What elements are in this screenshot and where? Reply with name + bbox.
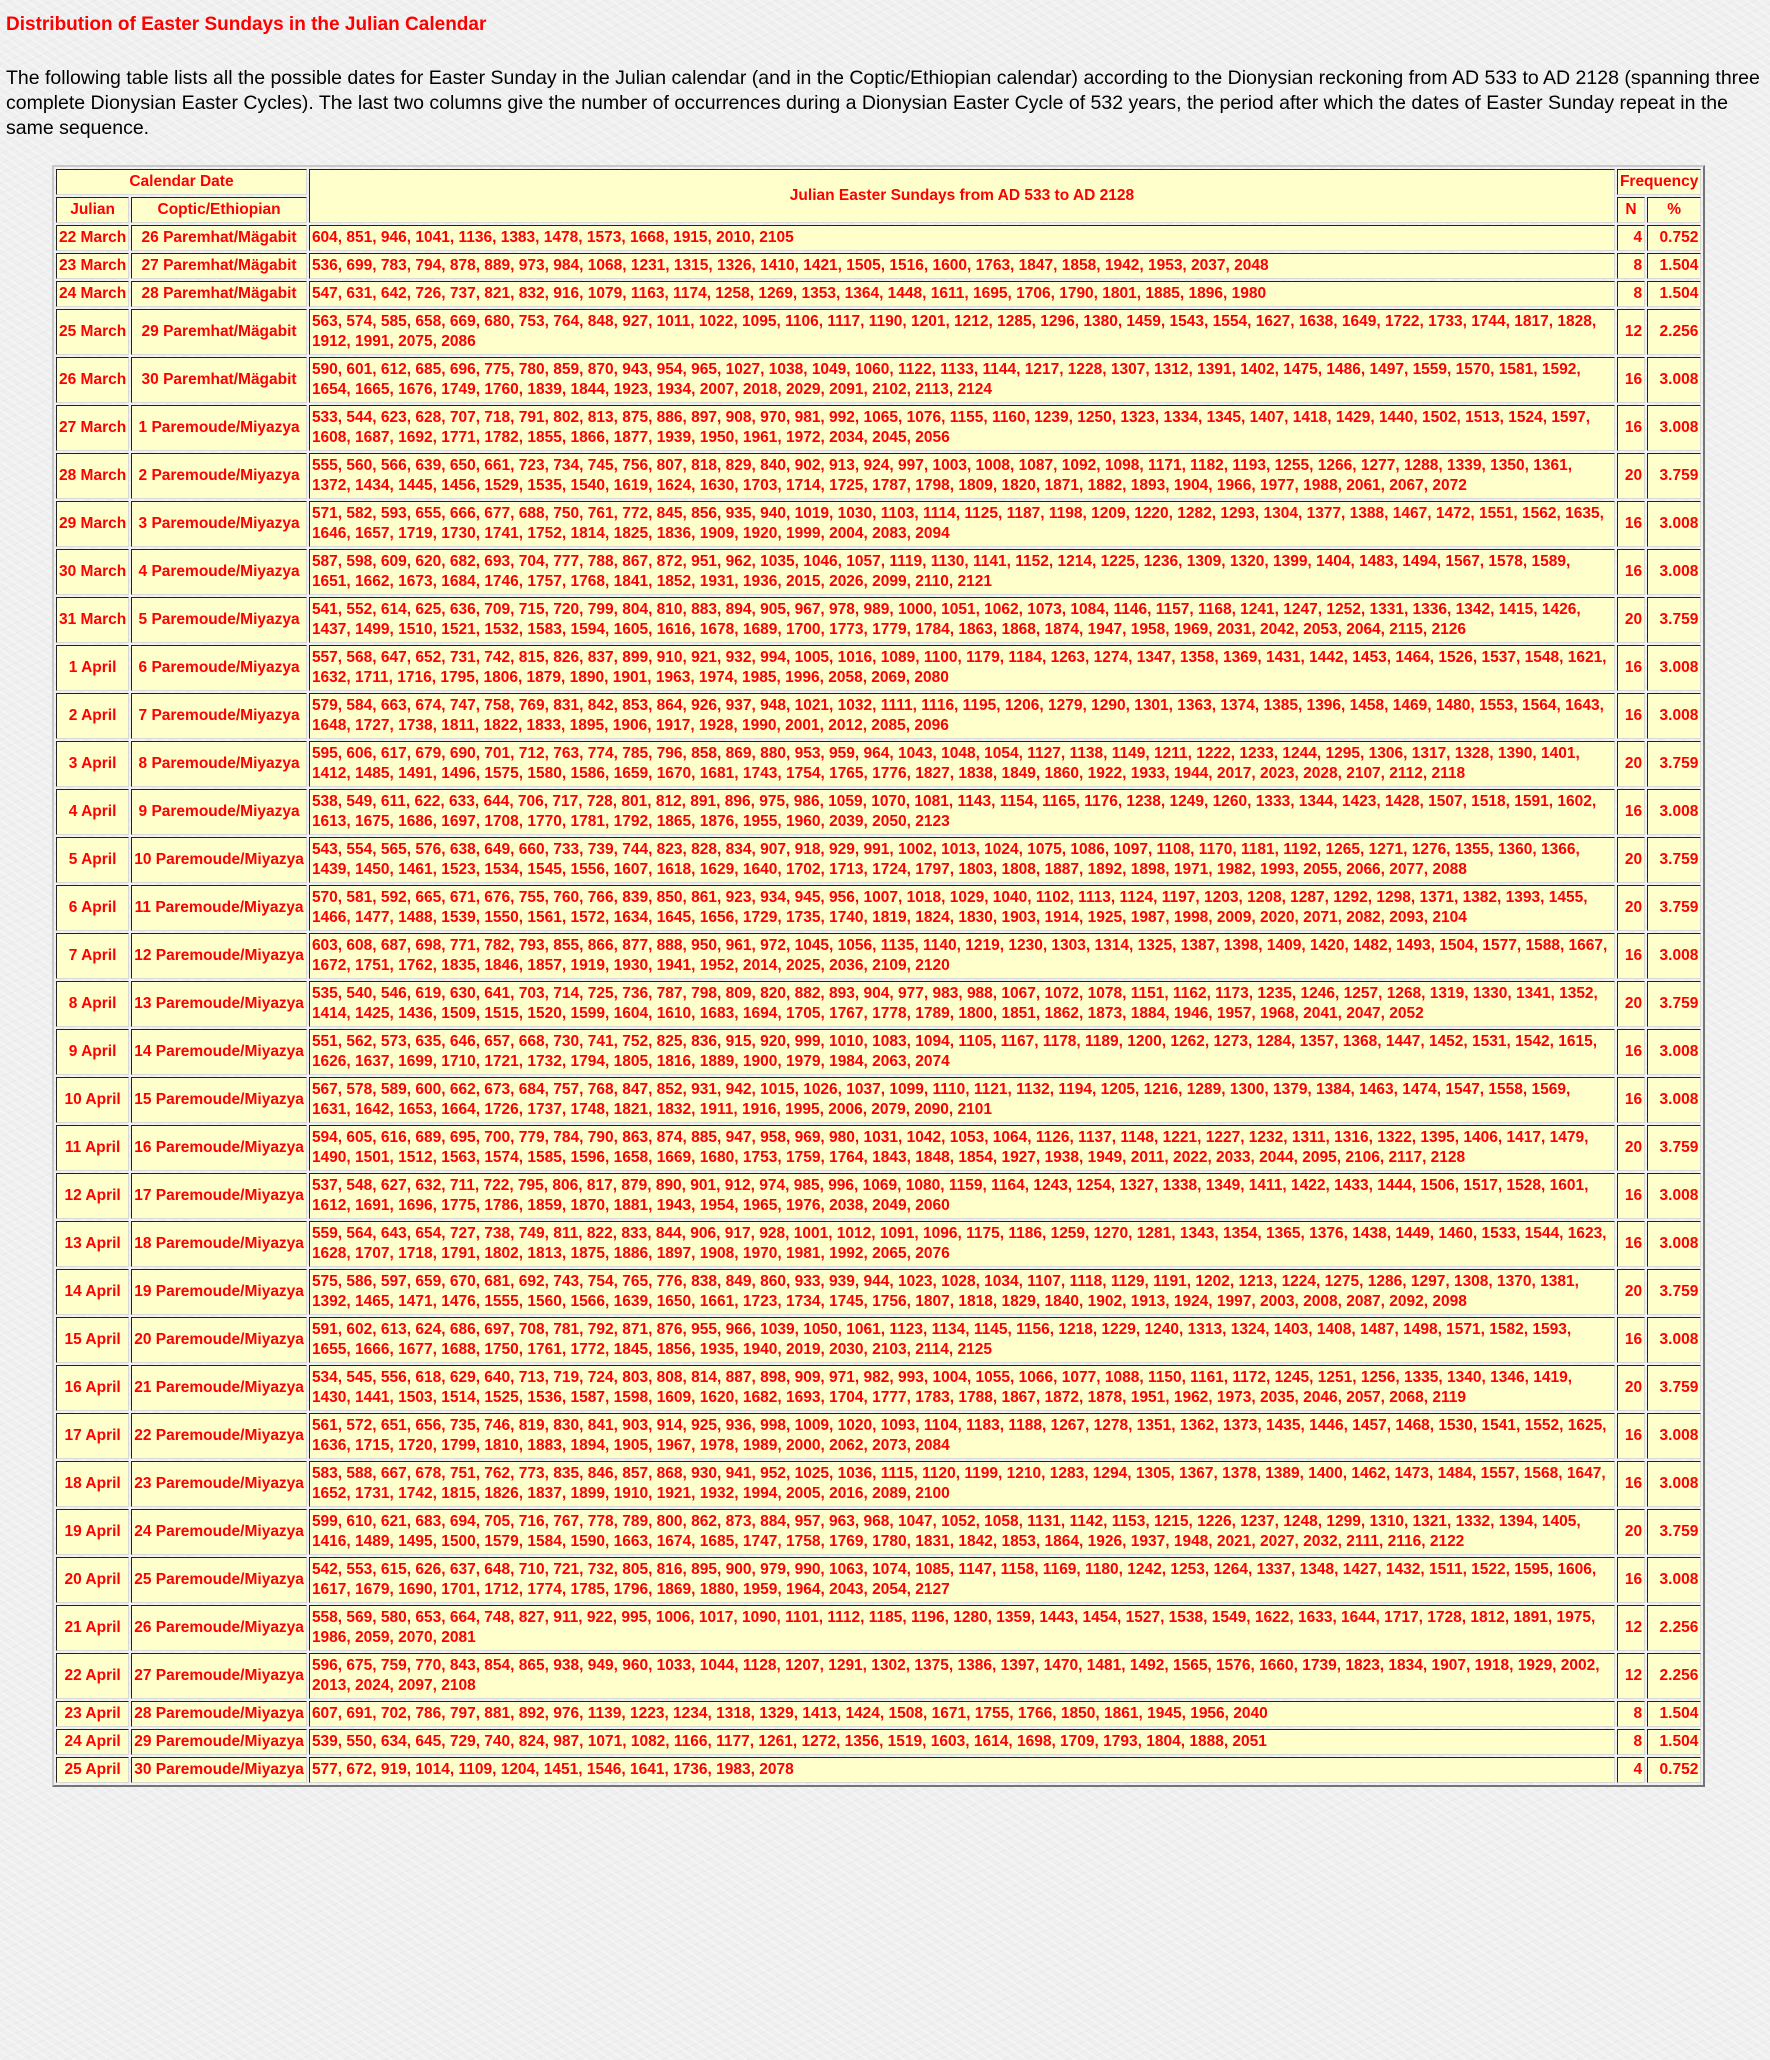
julian-date-cell: 24 April [56, 1729, 129, 1755]
julian-date-cell: 10 April [56, 1077, 129, 1123]
frequency-pct-cell: 0.752 [1647, 225, 1701, 251]
frequency-pct-cell: 3.008 [1647, 1221, 1701, 1267]
frequency-pct-cell: 2.256 [1647, 1605, 1701, 1651]
table-row [56, 1653, 1701, 1699]
julian-date-cell: 13 April [56, 1221, 129, 1267]
frequency-pct-cell: 3.008 [1647, 933, 1701, 979]
frequency-n-cell: 20 [1617, 1269, 1645, 1315]
table-row [56, 281, 1701, 307]
coptic-date-cell: 27 Paremoude/Miyazya [131, 1653, 307, 1699]
header-pct: % [1647, 197, 1701, 223]
coptic-date-cell: 6 Paremoude/Miyazya [131, 645, 307, 691]
table-row [56, 1077, 1701, 1123]
frequency-n-cell: 16 [1617, 1029, 1645, 1075]
frequency-pct-cell: 0.752 [1647, 1757, 1701, 1783]
julian-date-cell: 19 April [56, 1509, 129, 1555]
coptic-date-cell: 25 Paremoude/Miyazya [131, 1557, 307, 1603]
table-body [56, 225, 1701, 1783]
coptic-date-cell: 22 Paremoude/Miyazya [131, 1413, 307, 1459]
julian-date-cell: 22 March [56, 225, 129, 251]
coptic-date-cell: 4 Paremoude/Miyazya [131, 549, 307, 595]
frequency-n-cell: 16 [1617, 1221, 1645, 1267]
table-row [56, 1317, 1701, 1363]
julian-date-cell: 21 April [56, 1605, 129, 1651]
coptic-date-cell: 10 Paremoude/Miyazya [131, 837, 307, 883]
coptic-date-cell: 12 Paremoude/Miyazya [131, 933, 307, 979]
easter-years-cell: 533, 544, 623, 628, 707, 718, 791, 802, 813, 875, 886, 897, 908, 970, 981, 992, 1065, 1076, 1155, 1160, 1239, 1250, 1323, 1334, 1345, 1407, 1418, 1429, 1440, 1502, 1513, 1524, 1597, 1608, 1687, 1692, 1771, 1782, 1855, 1866, 1877, 1939, 1950, 1961, 1972, 2034, 2045, 2056 [309, 405, 1615, 451]
coptic-date-cell: 19 Paremoude/Miyazya [131, 1269, 307, 1315]
easter-years-cell: 561, 572, 651, 656, 735, 746, 819, 830, 841, 903, 914, 925, 936, 998, 1009, 1020, 1093, 1104, 1183, 1188, 1267, 1278, 1351, 1362, 1373, 1435, 1446, 1457, 1468, 1530, 1541, 1552, 1625, 1636, 1715, 1720, 1799, 1810, 1883, 1894, 1905, 1967, 1978, 1989, 2000, 2062, 2073, 2084 [309, 1413, 1615, 1459]
frequency-n-cell: 16 [1617, 1317, 1645, 1363]
frequency-pct-cell: 1.504 [1647, 253, 1701, 279]
coptic-date-cell: 14 Paremoude/Miyazya [131, 1029, 307, 1075]
frequency-pct-cell: 1.504 [1647, 281, 1701, 307]
easter-years-cell: 534, 545, 556, 618, 629, 640, 713, 719, 724, 803, 808, 814, 887, 898, 909, 971, 982, 993, 1004, 1055, 1066, 1077, 1088, 1150, 1161, 1172, 1245, 1251, 1256, 1335, 1340, 1346, 1419, 1430, 1441, 1503, 1514, 1525, 1536, 1587, 1598, 1609, 1620, 1682, 1693, 1704, 1777, 1783, 1788, 1867, 1872, 1878, 1951, 1962, 1973, 2035, 2046, 2057, 2068, 2119 [309, 1365, 1615, 1411]
easter-years-cell: 571, 582, 593, 655, 666, 677, 688, 750, 761, 772, 845, 856, 935, 940, 1019, 1030, 1103, 1114, 1125, 1187, 1198, 1209, 1220, 1282, 1293, 1304, 1377, 1388, 1467, 1472, 1551, 1562, 1635, 1646, 1657, 1719, 1730, 1741, 1752, 1814, 1825, 1836, 1909, 1920, 1999, 2004, 2083, 2094 [309, 501, 1615, 547]
coptic-date-cell: 28 Paremoude/Miyazya [131, 1701, 307, 1727]
easter-years-cell: 594, 605, 616, 689, 695, 700, 779, 784, 790, 863, 874, 885, 947, 958, 969, 980, 1031, 1042, 1053, 1064, 1126, 1137, 1148, 1221, 1227, 1232, 1311, 1316, 1322, 1395, 1406, 1417, 1479, 1490, 1501, 1512, 1563, 1574, 1585, 1596, 1658, 1669, 1680, 1753, 1759, 1764, 1843, 1848, 1854, 1927, 1938, 1949, 2011, 2022, 2033, 2044, 2095, 2106, 2117, 2128 [309, 1125, 1615, 1171]
julian-date-cell: 24 March [56, 281, 129, 307]
julian-date-cell: 16 April [56, 1365, 129, 1411]
frequency-pct-cell: 3.759 [1647, 885, 1701, 931]
frequency-n-cell: 16 [1617, 501, 1645, 547]
julian-date-cell: 26 March [56, 357, 129, 403]
julian-date-cell: 3 April [56, 741, 129, 787]
easter-years-cell: 559, 564, 643, 654, 727, 738, 749, 811, 822, 833, 844, 906, 917, 928, 1001, 1012, 1091, 1096, 1175, 1186, 1259, 1270, 1281, 1343, 1354, 1365, 1376, 1438, 1449, 1460, 1533, 1544, 1623, 1628, 1707, 1718, 1791, 1802, 1813, 1875, 1886, 1897, 1908, 1970, 1981, 1992, 2065, 2076 [309, 1221, 1615, 1267]
easter-years-cell: 590, 601, 612, 685, 696, 775, 780, 859, 870, 943, 954, 965, 1027, 1038, 1049, 1060, 1122, 1133, 1144, 1217, 1228, 1307, 1312, 1391, 1402, 1475, 1486, 1497, 1559, 1570, 1581, 1592, 1654, 1665, 1676, 1749, 1760, 1839, 1844, 1923, 1934, 2007, 2018, 2029, 2091, 2102, 2113, 2124 [309, 357, 1615, 403]
coptic-date-cell: 16 Paremoude/Miyazya [131, 1125, 307, 1171]
julian-date-cell: 17 April [56, 1413, 129, 1459]
header-frequency: Frequency [1617, 169, 1701, 195]
julian-date-cell: 27 March [56, 405, 129, 451]
frequency-pct-cell: 2.256 [1647, 309, 1701, 355]
frequency-n-cell: 16 [1617, 1461, 1645, 1507]
julian-date-cell: 22 April [56, 1653, 129, 1699]
frequency-n-cell: 20 [1617, 1509, 1645, 1555]
frequency-pct-cell: 3.008 [1647, 1413, 1701, 1459]
easter-years-cell: 583, 588, 667, 678, 751, 762, 773, 835, 846, 857, 868, 930, 941, 952, 1025, 1036, 1115, 1120, 1199, 1210, 1283, 1294, 1305, 1367, 1378, 1389, 1400, 1462, 1473, 1484, 1557, 1568, 1647, 1652, 1731, 1742, 1815, 1826, 1837, 1899, 1910, 1921, 1932, 1994, 2005, 2016, 2089, 2100 [309, 1461, 1615, 1507]
frequency-pct-cell: 1.504 [1647, 1701, 1701, 1727]
table-row [56, 1173, 1701, 1219]
header-julian: Julian [56, 197, 129, 223]
frequency-pct-cell: 3.759 [1647, 981, 1701, 1027]
julian-date-cell: 9 April [56, 1029, 129, 1075]
frequency-n-cell: 16 [1617, 1413, 1645, 1459]
frequency-n-cell: 16 [1617, 1077, 1645, 1123]
easter-years-cell: 591, 602, 613, 624, 686, 697, 708, 781, 792, 871, 876, 955, 966, 1039, 1050, 1061, 1123, 1134, 1145, 1156, 1218, 1229, 1240, 1313, 1324, 1403, 1408, 1487, 1498, 1571, 1582, 1593, 1655, 1666, 1677, 1688, 1750, 1761, 1772, 1845, 1856, 1935, 1940, 2019, 2030, 2103, 2114, 2125 [309, 1317, 1615, 1363]
table-row [56, 1413, 1701, 1459]
easter-years-cell: 537, 548, 627, 632, 711, 722, 795, 806, 817, 879, 890, 901, 912, 974, 985, 996, 1069, 1080, 1159, 1164, 1243, 1254, 1327, 1338, 1349, 1411, 1422, 1433, 1444, 1506, 1517, 1528, 1601, 1612, 1691, 1696, 1775, 1786, 1859, 1870, 1881, 1943, 1954, 1965, 1976, 2038, 2049, 2060 [309, 1173, 1615, 1219]
frequency-pct-cell: 3.008 [1647, 1461, 1701, 1507]
table-row [56, 1269, 1701, 1315]
julian-date-cell: 1 April [56, 645, 129, 691]
coptic-date-cell: 7 Paremoude/Miyazya [131, 693, 307, 739]
easter-years-cell: 541, 552, 614, 625, 636, 709, 715, 720, 799, 804, 810, 883, 894, 905, 967, 978, 989, 1000, 1051, 1062, 1073, 1084, 1146, 1157, 1168, 1241, 1247, 1252, 1331, 1336, 1342, 1415, 1426, 1437, 1499, 1510, 1521, 1532, 1583, 1594, 1605, 1616, 1678, 1689, 1700, 1773, 1779, 1784, 1863, 1868, 1874, 1947, 1958, 1969, 2031, 2042, 2053, 2064, 2115, 2126 [309, 597, 1615, 643]
julian-date-cell: 8 April [56, 981, 129, 1027]
easter-years-cell: 577, 672, 919, 1014, 1109, 1204, 1451, 1546, 1641, 1736, 1983, 2078 [309, 1757, 1615, 1783]
julian-date-cell: 14 April [56, 1269, 129, 1315]
table-row [56, 645, 1701, 691]
julian-date-cell: 7 April [56, 933, 129, 979]
table-row [56, 789, 1701, 835]
frequency-pct-cell: 3.008 [1647, 1077, 1701, 1123]
easter-dates-table [52, 165, 1705, 1787]
easter-years-cell: 555, 560, 566, 639, 650, 661, 723, 734, 745, 756, 807, 818, 829, 840, 902, 913, 924, 997, 1003, 1008, 1087, 1092, 1098, 1171, 1182, 1193, 1255, 1266, 1277, 1288, 1339, 1350, 1361, 1372, 1434, 1445, 1456, 1529, 1535, 1540, 1619, 1624, 1630, 1703, 1714, 1725, 1787, 1798, 1809, 1820, 1871, 1882, 1893, 1904, 1966, 1977, 1988, 2061, 2067, 2072 [309, 453, 1615, 499]
header-years: Julian Easter Sundays from AD 533 to AD 2128 [309, 169, 1615, 223]
frequency-pct-cell: 2.256 [1647, 1653, 1701, 1699]
easter-years-cell: 607, 691, 702, 786, 797, 881, 892, 976, 1139, 1223, 1234, 1318, 1329, 1413, 1424, 1508, 1671, 1755, 1766, 1850, 1861, 1945, 1956, 2040 [309, 1701, 1615, 1727]
coptic-date-cell: 3 Paremoude/Miyazya [131, 501, 307, 547]
table-row [56, 405, 1701, 451]
coptic-date-cell: 2 Paremoude/Miyazya [131, 453, 307, 499]
frequency-pct-cell: 3.759 [1647, 453, 1701, 499]
frequency-pct-cell: 3.008 [1647, 693, 1701, 739]
frequency-n-cell: 20 [1617, 1365, 1645, 1411]
table-row [56, 549, 1701, 595]
frequency-n-cell: 16 [1617, 1557, 1645, 1603]
julian-date-cell: 12 April [56, 1173, 129, 1219]
frequency-pct-cell: 1.504 [1647, 1729, 1701, 1755]
table-row [56, 253, 1701, 279]
easter-years-cell: 557, 568, 647, 652, 731, 742, 815, 826, 837, 899, 910, 921, 932, 994, 1005, 1016, 1089, 1100, 1179, 1184, 1263, 1274, 1347, 1358, 1369, 1431, 1442, 1453, 1464, 1526, 1537, 1548, 1621, 1632, 1711, 1716, 1795, 1806, 1879, 1890, 1901, 1963, 1974, 1985, 1996, 2058, 2069, 2080 [309, 645, 1615, 691]
julian-date-cell: 31 March [56, 597, 129, 643]
coptic-date-cell: 9 Paremoude/Miyazya [131, 789, 307, 835]
frequency-n-cell: 16 [1617, 789, 1645, 835]
frequency-n-cell: 16 [1617, 357, 1645, 403]
easter-years-cell: 543, 554, 565, 576, 638, 649, 660, 733, 739, 744, 823, 828, 834, 907, 918, 929, 991, 1002, 1013, 1024, 1075, 1086, 1097, 1108, 1170, 1181, 1192, 1265, 1271, 1276, 1355, 1360, 1366, 1439, 1450, 1461, 1523, 1534, 1545, 1556, 1607, 1618, 1629, 1640, 1702, 1713, 1724, 1797, 1803, 1808, 1887, 1892, 1898, 1971, 1982, 1993, 2055, 2066, 2077, 2088 [309, 837, 1615, 883]
table-row [56, 501, 1701, 547]
coptic-date-cell: 13 Paremoude/Miyazya [131, 981, 307, 1027]
frequency-n-cell: 16 [1617, 549, 1645, 595]
table-row [56, 1605, 1701, 1651]
easter-years-cell: 558, 569, 580, 653, 664, 748, 827, 911, 922, 995, 1006, 1017, 1090, 1101, 1112, 1185, 1196, 1280, 1359, 1443, 1454, 1527, 1538, 1549, 1622, 1633, 1644, 1717, 1728, 1812, 1891, 1975, 1986, 2059, 2070, 2081 [309, 1605, 1615, 1651]
table-row [56, 1729, 1701, 1755]
table-row [56, 1029, 1701, 1075]
coptic-date-cell: 24 Paremoude/Miyazya [131, 1509, 307, 1555]
frequency-pct-cell: 3.759 [1647, 1509, 1701, 1555]
frequency-pct-cell: 3.008 [1647, 357, 1701, 403]
frequency-pct-cell: 3.759 [1647, 1125, 1701, 1171]
easter-years-cell: 587, 598, 609, 620, 682, 693, 704, 777, 788, 867, 872, 951, 962, 1035, 1046, 1057, 1119, 1130, 1141, 1152, 1214, 1225, 1236, 1309, 1320, 1399, 1404, 1483, 1494, 1567, 1578, 1589, 1651, 1662, 1673, 1684, 1746, 1757, 1768, 1841, 1852, 1931, 1936, 2015, 2026, 2099, 2110, 2121 [309, 549, 1615, 595]
frequency-n-cell: 16 [1617, 1173, 1645, 1219]
frequency-n-cell: 20 [1617, 1125, 1645, 1171]
frequency-pct-cell: 3.008 [1647, 1317, 1701, 1363]
table-row [56, 741, 1701, 787]
frequency-n-cell: 8 [1617, 1701, 1645, 1727]
frequency-pct-cell: 3.759 [1647, 597, 1701, 643]
julian-date-cell: 5 April [56, 837, 129, 883]
table-row [56, 1221, 1701, 1267]
julian-date-cell: 6 April [56, 885, 129, 931]
julian-date-cell: 4 April [56, 789, 129, 835]
coptic-date-cell: 18 Paremoude/Miyazya [131, 1221, 307, 1267]
table-row [56, 597, 1701, 643]
easter-years-cell: 535, 540, 546, 619, 630, 641, 703, 714, 725, 736, 787, 798, 809, 820, 882, 893, 904, 977, 983, 988, 1067, 1072, 1078, 1151, 1162, 1173, 1235, 1246, 1257, 1268, 1319, 1330, 1341, 1352, 1414, 1425, 1436, 1509, 1515, 1520, 1599, 1604, 1610, 1683, 1694, 1705, 1767, 1778, 1789, 1800, 1851, 1862, 1873, 1884, 1946, 1957, 1968, 2041, 2047, 2052 [309, 981, 1615, 1027]
frequency-n-cell: 16 [1617, 645, 1645, 691]
frequency-pct-cell: 3.008 [1647, 789, 1701, 835]
table-row [56, 933, 1701, 979]
julian-date-cell: 30 March [56, 549, 129, 595]
frequency-n-cell: 20 [1617, 741, 1645, 787]
frequency-pct-cell: 3.759 [1647, 837, 1701, 883]
frequency-n-cell: 8 [1617, 1729, 1645, 1755]
header-coptic: Coptic/Ethiopian [131, 197, 307, 223]
table-row [56, 1461, 1701, 1507]
julian-date-cell: 25 March [56, 309, 129, 355]
table-row [56, 1701, 1701, 1727]
coptic-date-cell: 1 Paremoude/Miyazya [131, 405, 307, 451]
julian-date-cell: 20 April [56, 1557, 129, 1603]
coptic-date-cell: 21 Paremoude/Miyazya [131, 1365, 307, 1411]
frequency-pct-cell: 3.759 [1647, 741, 1701, 787]
frequency-n-cell: 16 [1617, 405, 1645, 451]
table-row [56, 1125, 1701, 1171]
frequency-n-cell: 20 [1617, 597, 1645, 643]
julian-date-cell: 11 April [56, 1125, 129, 1171]
coptic-date-cell: 27 Paremhat/Mägabit [131, 253, 307, 279]
table-row [56, 1365, 1701, 1411]
table-row [56, 357, 1701, 403]
frequency-pct-cell: 3.008 [1647, 1557, 1701, 1603]
table-row [56, 1557, 1701, 1603]
easter-years-cell: 539, 550, 634, 645, 729, 740, 824, 987, 1071, 1082, 1166, 1177, 1261, 1272, 1356, 1519, 1603, 1614, 1698, 1709, 1793, 1804, 1888, 2051 [309, 1729, 1615, 1755]
frequency-n-cell: 16 [1617, 693, 1645, 739]
coptic-date-cell: 30 Paremhat/Mägabit [131, 357, 307, 403]
coptic-date-cell: 28 Paremhat/Mägabit [131, 281, 307, 307]
frequency-n-cell: 20 [1617, 453, 1645, 499]
intro-paragraph: The following table lists all the possible dates for Easter Sunday in the Julian calendar (and in the Coptic/Ethiopian calendar) according to the Dionysian reckoning from AD 533 to AD 2128 (spanning three complete Dionysian Easter Cycles). The last two columns give the number of occurrences during a Dionysian Easter Cycle of 532 years, the period after which the dates of Easter Sunday repeat in the same sequence. [6, 67, 1760, 139]
header-row-1 [56, 169, 1701, 195]
easter-years-cell: 542, 553, 615, 626, 637, 648, 710, 721, 732, 805, 816, 895, 900, 979, 990, 1063, 1074, 1085, 1147, 1158, 1169, 1180, 1242, 1253, 1264, 1337, 1348, 1427, 1432, 1511, 1522, 1595, 1606, 1617, 1679, 1690, 1701, 1712, 1774, 1785, 1796, 1869, 1880, 1959, 1964, 2043, 2054, 2127 [309, 1557, 1615, 1603]
frequency-n-cell: 12 [1617, 309, 1645, 355]
frequency-n-cell: 20 [1617, 885, 1645, 931]
frequency-pct-cell: 3.008 [1647, 501, 1701, 547]
easter-years-cell: 599, 610, 621, 683, 694, 705, 716, 767, 778, 789, 800, 862, 873, 884, 957, 963, 968, 1047, 1052, 1058, 1131, 1142, 1153, 1215, 1226, 1237, 1248, 1299, 1310, 1321, 1332, 1394, 1405, 1416, 1489, 1495, 1500, 1579, 1584, 1590, 1663, 1674, 1685, 1747, 1758, 1769, 1780, 1831, 1842, 1853, 1864, 1926, 1937, 1948, 2021, 2027, 2032, 2111, 2116, 2122 [309, 1509, 1615, 1555]
frequency-n-cell: 20 [1617, 837, 1645, 883]
frequency-n-cell: 4 [1617, 225, 1645, 251]
julian-date-cell: 15 April [56, 1317, 129, 1363]
table-row [56, 453, 1701, 499]
table-row [56, 1757, 1701, 1783]
frequency-n-cell: 8 [1617, 253, 1645, 279]
frequency-pct-cell: 3.008 [1647, 405, 1701, 451]
frequency-n-cell: 20 [1617, 981, 1645, 1027]
table-row [56, 885, 1701, 931]
frequency-n-cell: 4 [1617, 1757, 1645, 1783]
easter-years-cell: 575, 586, 597, 659, 670, 681, 692, 743, 754, 765, 776, 838, 849, 860, 933, 939, 944, 1023, 1028, 1034, 1107, 1118, 1129, 1191, 1202, 1213, 1224, 1275, 1286, 1297, 1308, 1370, 1381, 1392, 1465, 1471, 1476, 1555, 1560, 1566, 1639, 1650, 1661, 1723, 1734, 1745, 1756, 1807, 1818, 1829, 1840, 1902, 1913, 1924, 1997, 2003, 2008, 2087, 2092, 2098 [309, 1269, 1615, 1315]
easter-years-cell: 536, 699, 783, 794, 878, 889, 973, 984, 1068, 1231, 1315, 1326, 1410, 1421, 1505, 1516, 1600, 1763, 1847, 1858, 1942, 1953, 2037, 2048 [309, 253, 1615, 279]
coptic-date-cell: 17 Paremoude/Miyazya [131, 1173, 307, 1219]
table-row [56, 981, 1701, 1027]
julian-date-cell: 23 March [56, 253, 129, 279]
easter-years-cell: 595, 606, 617, 679, 690, 701, 712, 763, 774, 785, 796, 858, 869, 880, 953, 959, 964, 1043, 1048, 1054, 1127, 1138, 1149, 1211, 1222, 1233, 1244, 1295, 1306, 1317, 1328, 1390, 1401, 1412, 1485, 1491, 1496, 1575, 1580, 1586, 1659, 1670, 1681, 1743, 1754, 1765, 1776, 1827, 1838, 1849, 1860, 1922, 1933, 1944, 2017, 2023, 2028, 2107, 2112, 2118 [309, 741, 1615, 787]
frequency-pct-cell: 3.008 [1647, 549, 1701, 595]
coptic-date-cell: 20 Paremoude/Miyazya [131, 1317, 307, 1363]
frequency-n-cell: 12 [1617, 1605, 1645, 1651]
easter-years-cell: 603, 608, 687, 698, 771, 782, 793, 855, 866, 877, 888, 950, 961, 972, 1045, 1056, 1135, 1140, 1219, 1230, 1303, 1314, 1325, 1387, 1398, 1409, 1420, 1482, 1493, 1504, 1577, 1588, 1667, 1672, 1751, 1762, 1835, 1846, 1857, 1919, 1930, 1941, 1952, 2014, 2025, 2036, 2109, 2120 [309, 933, 1615, 979]
page-title: Distribution of Easter Sundays in the Julian Calendar [6, 14, 487, 35]
easter-years-cell: 567, 578, 589, 600, 662, 673, 684, 757, 768, 847, 852, 931, 942, 1015, 1026, 1037, 1099, 1110, 1121, 1132, 1194, 1205, 1216, 1289, 1300, 1379, 1384, 1463, 1474, 1547, 1558, 1569, 1631, 1642, 1653, 1664, 1726, 1737, 1748, 1821, 1832, 1911, 1916, 1995, 2006, 2079, 2090, 2101 [309, 1077, 1615, 1123]
frequency-pct-cell: 3.759 [1647, 1365, 1701, 1411]
coptic-date-cell: 23 Paremoude/Miyazya [131, 1461, 307, 1507]
julian-date-cell: 29 March [56, 501, 129, 547]
julian-date-cell: 23 April [56, 1701, 129, 1727]
coptic-date-cell: 26 Paremoude/Miyazya [131, 1605, 307, 1651]
header-n: N [1617, 197, 1645, 223]
easter-years-cell: 604, 851, 946, 1041, 1136, 1383, 1478, 1573, 1668, 1915, 2010, 2105 [309, 225, 1615, 251]
frequency-n-cell: 16 [1617, 933, 1645, 979]
easter-years-cell: 547, 631, 642, 726, 737, 821, 832, 916, 1079, 1163, 1174, 1258, 1269, 1353, 1364, 1448, 1611, 1695, 1706, 1790, 1801, 1885, 1896, 1980 [309, 281, 1615, 307]
table-row [56, 837, 1701, 883]
frequency-pct-cell: 3.008 [1647, 1173, 1701, 1219]
table-row [56, 693, 1701, 739]
coptic-date-cell: 26 Paremhat/Mägabit [131, 225, 307, 251]
frequency-n-cell: 12 [1617, 1653, 1645, 1699]
julian-date-cell: 2 April [56, 693, 129, 739]
julian-date-cell: 18 April [56, 1461, 129, 1507]
easter-years-cell: 551, 562, 573, 635, 646, 657, 668, 730, 741, 752, 825, 836, 915, 920, 999, 1010, 1083, 1094, 1105, 1167, 1178, 1189, 1200, 1262, 1273, 1284, 1357, 1368, 1447, 1452, 1531, 1542, 1615, 1626, 1637, 1699, 1710, 1721, 1732, 1794, 1805, 1816, 1889, 1900, 1979, 1984, 2063, 2074 [309, 1029, 1615, 1075]
coptic-date-cell: 29 Paremoude/Miyazya [131, 1729, 307, 1755]
table-row [56, 225, 1701, 251]
easter-years-cell: 563, 574, 585, 658, 669, 680, 753, 764, 848, 927, 1011, 1022, 1095, 1106, 1117, 1190, 1201, 1212, 1285, 1296, 1380, 1459, 1543, 1554, 1627, 1638, 1649, 1722, 1733, 1744, 1817, 1828, 1912, 1991, 2075, 2086 [309, 309, 1615, 355]
easter-years-cell: 596, 675, 759, 770, 843, 854, 865, 938, 949, 960, 1033, 1044, 1128, 1207, 1291, 1302, 1375, 1386, 1397, 1470, 1481, 1492, 1565, 1576, 1660, 1739, 1823, 1834, 1907, 1918, 1929, 2002, 2013, 2024, 2097, 2108 [309, 1653, 1615, 1699]
coptic-date-cell: 11 Paremoude/Miyazya [131, 885, 307, 931]
table-row [56, 1509, 1701, 1555]
easter-years-cell: 570, 581, 592, 665, 671, 676, 755, 760, 766, 839, 850, 861, 923, 934, 945, 956, 1007, 1018, 1029, 1040, 1102, 1113, 1124, 1197, 1203, 1208, 1287, 1292, 1298, 1371, 1382, 1393, 1455, 1466, 1477, 1488, 1539, 1550, 1561, 1572, 1634, 1645, 1656, 1729, 1735, 1740, 1819, 1824, 1830, 1903, 1914, 1925, 1987, 1998, 2009, 2020, 2071, 2082, 2093, 2104 [309, 885, 1615, 931]
table-row [56, 309, 1701, 355]
coptic-date-cell: 29 Paremhat/Mägabit [131, 309, 307, 355]
easter-years-cell: 579, 584, 663, 674, 747, 758, 769, 831, 842, 853, 864, 926, 937, 948, 1021, 1032, 1111, 1116, 1195, 1206, 1279, 1290, 1301, 1363, 1374, 1385, 1396, 1458, 1469, 1480, 1553, 1564, 1643, 1648, 1727, 1738, 1811, 1822, 1833, 1895, 1906, 1917, 1928, 1990, 2001, 2012, 2085, 2096 [309, 693, 1615, 739]
julian-date-cell: 28 March [56, 453, 129, 499]
frequency-n-cell: 8 [1617, 281, 1645, 307]
coptic-date-cell: 15 Paremoude/Miyazya [131, 1077, 307, 1123]
julian-date-cell: 25 April [56, 1757, 129, 1783]
coptic-date-cell: 8 Paremoude/Miyazya [131, 741, 307, 787]
coptic-date-cell: 30 Paremoude/Miyazya [131, 1757, 307, 1783]
frequency-pct-cell: 3.008 [1647, 1029, 1701, 1075]
frequency-pct-cell: 3.008 [1647, 645, 1701, 691]
coptic-date-cell: 5 Paremoude/Miyazya [131, 597, 307, 643]
frequency-pct-cell: 3.759 [1647, 1269, 1701, 1315]
easter-years-cell: 538, 549, 611, 622, 633, 644, 706, 717, 728, 801, 812, 891, 896, 975, 986, 1059, 1070, 1081, 1143, 1154, 1165, 1176, 1238, 1249, 1260, 1333, 1344, 1423, 1428, 1507, 1518, 1591, 1602, 1613, 1675, 1686, 1697, 1708, 1770, 1781, 1792, 1865, 1876, 1955, 1960, 2039, 2050, 2123 [309, 789, 1615, 835]
header-calendar-date: Calendar Date [56, 169, 307, 195]
